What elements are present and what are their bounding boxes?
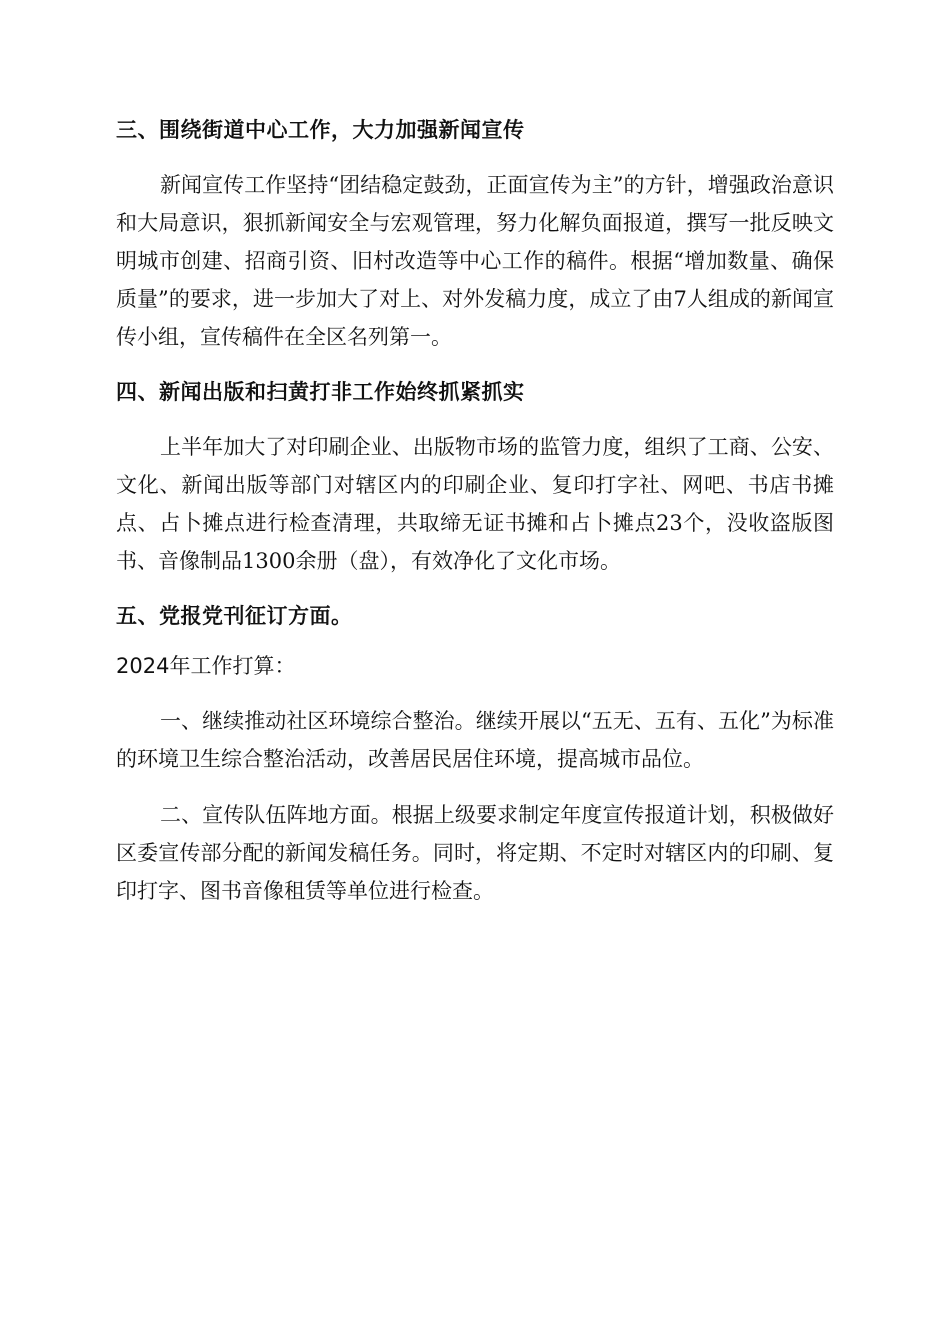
plan-title: 2024年工作打算： [116, 654, 296, 678]
section-3-heading: 三、围绕街道中心工作，大力加强新闻宣传 [116, 118, 525, 142]
document-content [116, 112, 834, 910]
section-4-heading: 四、新闻出版和扫黄打非工作始终抓紧抓实 [116, 380, 525, 404]
section-4-body: 上半年加大了对印刷企业、出版物市场的监管力度，组织了工商、公安、文化、新闻出版等部门对辖区内的印刷企业、复印打字社、网吧、书店书摊点、占卜摊点进行检查清理，共取缔无证书摊和占卜摊点23个，没收盗版图书、音像制品1300余册（盘），有效净化了文化市场。 [116, 435, 834, 573]
plan-item-1: 一、继续推动社区环境综合整治。继续开展以“五无、五有、五化”为标准的环境卫生综合整治活动，改善居民居住环境，提高城市品位。 [116, 709, 834, 771]
plan-item-2: 二、宣传队伍阵地方面。根据上级要求制定年度宣传报道计划，积极做好区委宣传部分配的新闻发稿任务。同时，将定期、不定时对辖区内的印刷、复印打字、图书音像租赁等单位进行检查。 [116, 803, 834, 903]
section-3-body: 新闻宣传工作坚持“团结稳定鼓劲，正面宣传为主”的方针，增强政治意识和大局意识，狠抓新闻安全与宏观管理，努力化解负面报道，撰写一批反映文明城市创建、招商引资、旧村改造等中心工作的稿件。根据“增加数量、确保质量”的要求，进一步加大了对上、对外发稿力度，成立了由7人组成的新闻宣传小组，宣传稿件在全区名列第一。 [116, 173, 834, 349]
section-5-heading: 五、党报党刊征订方面。 [116, 604, 353, 628]
